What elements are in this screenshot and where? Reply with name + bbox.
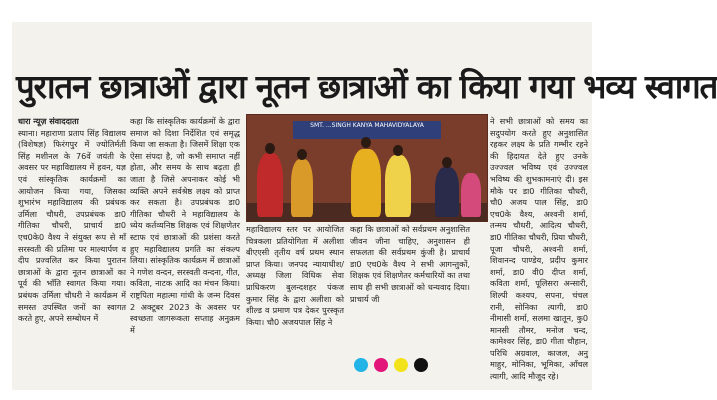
- photo-banner: SMT. ...SINGH KANYA MAHAVIDYALAYA: [293, 121, 441, 139]
- photo-figure: [385, 155, 411, 217]
- article-column-2-text: कहा कि सांस्कृतिक कार्यक्रमों के द्वारा समाज को दिशा निर्देशित एवं समृद्ध किया जा सकता है। जिसमें शिक्षा एक ऐसा संपदा है, जो कभी समाप्त नहीं होता, और समय के साथ बढ़ता ही जाता है जिसे अपनाकर कोई भी व्यक्ति अपने सर्वश्रेष्ठ लक्ष्य को प्राप्त कर सकता है। उपप्रबंधक डा0 गीतिका चौधरी ने महाविद्यालय के ध्येय कर्तव्यनिष्ठ शिक्षक एवं शिक्षणेतर स्टाफ एवं छात्राओं की प्रशंसा करते हुए महाविद्यालय प्रगति का संकल्प लिया। सांस्कृतिक कार्यक्रम में छात्राओं ने गणेश वन्दन, सरस्वती वन्दना, गीत, कविता, नाटक आदि का मंचन किया। राष्ट्रपिता महात्मा गांधी के जन्म दिवस 2 अक्टूबर 2023 के अवसर पर स्वच्छता जागरूकता सप्ताह अनुक्रम में: [130, 116, 240, 335]
- headline: पुरातन छात्राओं द्वारा नूतन छात्राओं का किया गया भव्य स्वागत: [16, 67, 717, 106]
- registration-mark-yellow: [394, 358, 408, 372]
- event-photo: [246, 114, 488, 222]
- registration-mark-cyan: [354, 358, 368, 372]
- photo-figure-head: [297, 149, 307, 160]
- article-column-3-text: महाविद्यालय स्तर पर आयोजित चित्रकला प्रतियोगिता में अलीशा बीएएसी तृतीय वर्ष प्रथम स्थान प्राप्त किया। जनपद न्यायाधीश/अध्यक्ष जिला विधिक सेवा प्राधिकरण बुलन्दशहर पंकज कुमार सिंह के द्वारा अलीशा को शील्ड व प्रमाण पत्र देकर पुरस्कृत किया। चौ0 अजयपाल सिंह ने: [246, 224, 344, 327]
- photo-figure-head: [265, 143, 275, 154]
- article-column-4-text: कहा कि छात्राओं को सर्वप्रथम अनुशासित जीवन जीना चाहिए, अनुशासन ही सफलता की सर्वप्रथम कुंजी है। प्राचार्य डा0 एच0के वैश्य ने सभी आगन्तुकों, शिक्षक एवं शिक्षणेतर कर्मचारियों का तथा साथ ही सभी छात्राओं को धन्यवाद दिया। प्राचार्य जी: [350, 224, 470, 304]
- photo-figure: [351, 149, 381, 217]
- photo-figure-head: [393, 145, 403, 156]
- photo-figure: [291, 159, 313, 217]
- dateline: धारा न्यूज़ संवाददाता: [18, 116, 79, 126]
- photo-figure: [435, 167, 459, 217]
- registration-mark-black: [414, 358, 428, 372]
- article-column-1-text: स्याना। महाराणा प्रताप सिंह विद्यालय (विशेषज्ञ) फिरंगपुर में ज्योतिर्मती सिंह मशीनल के 76वें जयंती के अवसर पर महाविद्यालय में हवन, यज्ञ एवं सांस्कृतिक कार्यक्रमों का आयोजन किया गया, जिसका शुभारंभ महाविद्यालय की प्रबंधक उर्मिला चौधरी, उपप्रबंधक डा0 गीतिका चौधरी, प्राचार्य डा0 एच0के0 वैश्य ने संयुक्त रूप से माँ सरस्वती की प्रतिमा पर माल्यार्पण व दीप प्रज्वलित कर किया पुरातन छात्राओं के द्वारा नूतन छात्राओं का पूर्व की भाँति स्वागत किया गया। प्रबंधक उर्मिला चौधरी ने कार्यक्रम में समस्त उपस्थित जनों का स्वागत करते हुए, अपने सम्बोधन में: [18, 127, 126, 324]
- newspaper-clipping: [12, 22, 717, 390]
- photo-figure: [461, 173, 481, 217]
- photo-figure-head: [361, 137, 371, 148]
- article-column-3: [246, 224, 344, 388]
- article-column-5-text: ने सभी छात्राओं को समय का सदुपयोग करते हुए अनुशासित रहकर लक्ष्य के प्रति गम्भीर रहने की हिदायत देते हुए उनके उज्ज्वल भविष्य एवं उज्ज्वल भविष्य की शुभकामनाएं दी। इस मौके पर डा0 गीतिका चौधरी, चौ0 अजय पाल सिंह, डा0 एच0के वैश्य, अश्वनी शर्मा, तन्मय चौधरी, आदित्य चौधरी, डा0 गीतिका चौधरी, प्रिया चौधरी, पूजा चौधरी, अश्वनी शर्मा, शिवानन्द पाण्डेय, प्रदीप कुमार शर्मा, डा0 वी0 दीप्त शर्मा, कविता शर्मा, पूलिसरा अन्सारी, शिल्पी कश्यप, सपना, चंचल रानी, सोनिका त्यागी, डा0 नीमासी शर्मा, सलमा खातून, कु0 मानसी तौमर, मनोज चन्द, कामेश्वर सिंह, डा0 गीता चौहान, परिधि अग्रवाल, काजल, अनु माहुर, मोनिका, भूमिका, आँचल त्यागी, आदि मौजूद रहे।: [490, 116, 588, 382]
- photo-figure: [257, 153, 283, 217]
- article-column-5: [490, 116, 588, 388]
- article-column-1: [18, 116, 126, 388]
- article-column-4: [350, 224, 470, 350]
- article-column-2: [130, 116, 240, 388]
- registration-mark-magenta: [374, 358, 388, 372]
- photo-figure-head: [442, 157, 452, 168]
